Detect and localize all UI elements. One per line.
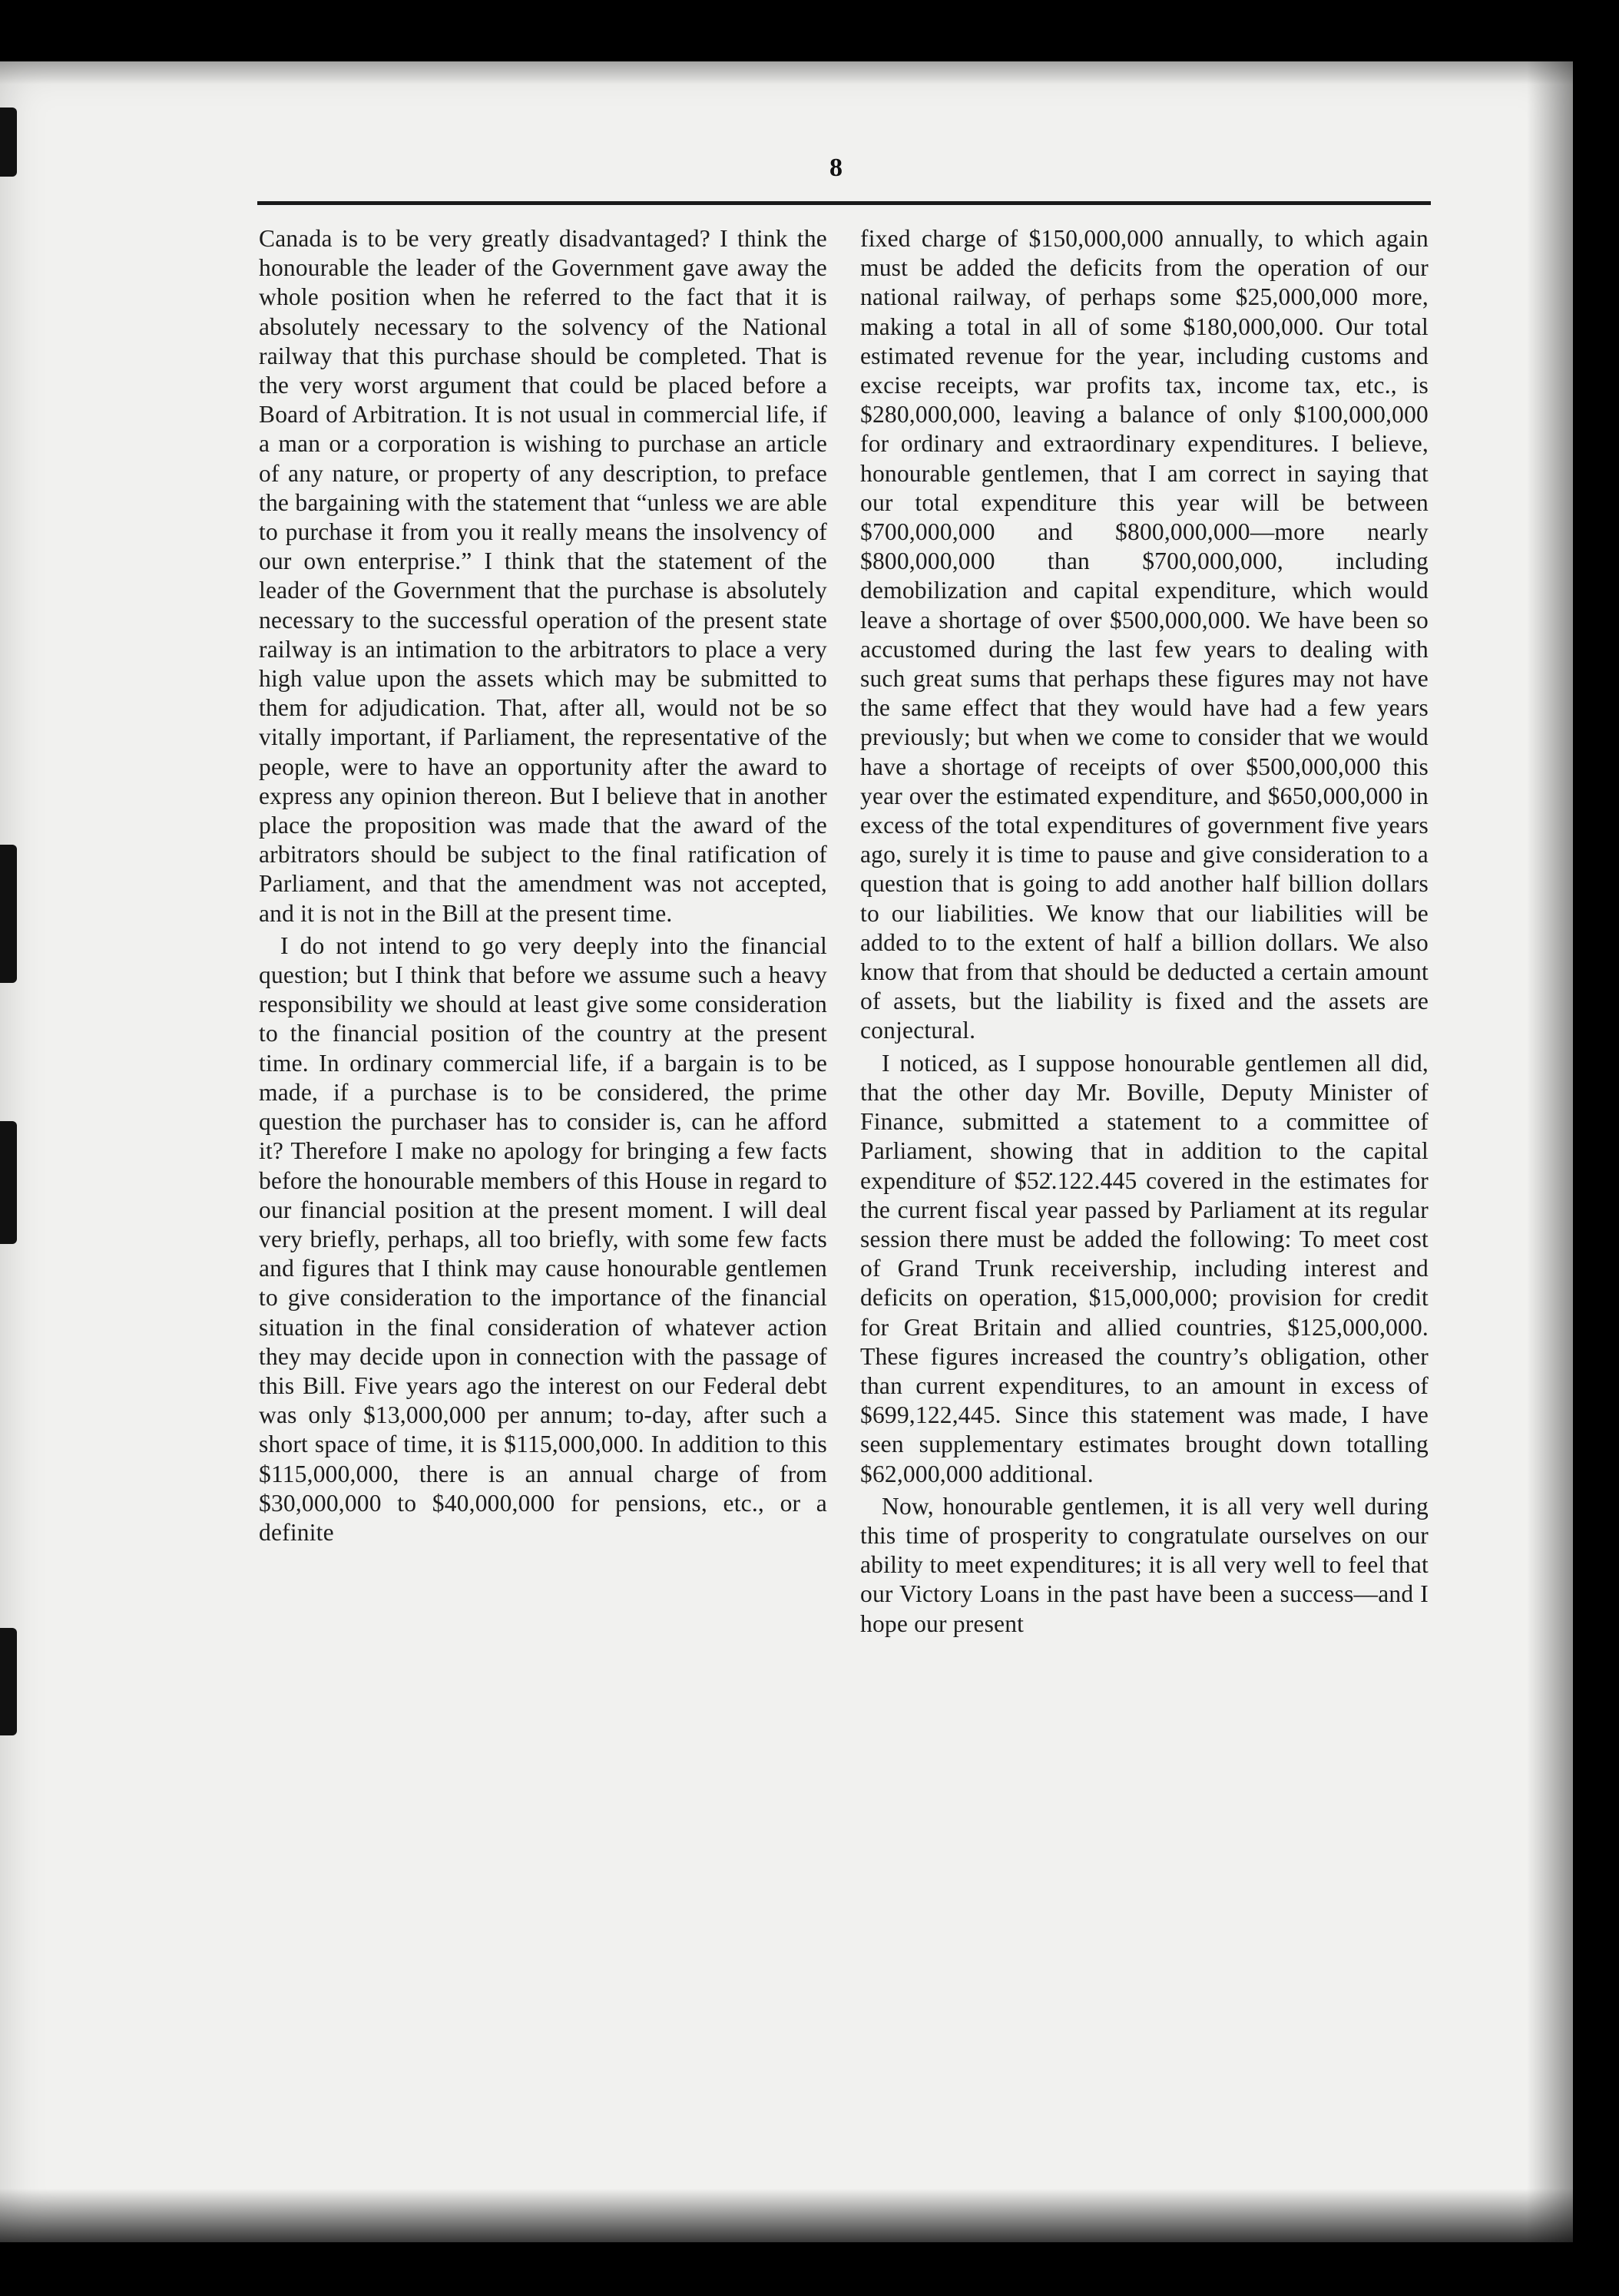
header-rule: [257, 201, 1431, 205]
paragraph: Canada is to be very greatly disadvantaged? I think the honourable the leader of the Government gave away the whole position when he referred to the fact that it is absolutely necessary to the solvency of the National railway that this purchase should be completed. That is the very worst argument that could be placed before a Board of Arbitration. It is not usual in commercial life, if a man or a corporation is wishing to purchase an article of any nature, or property of any description, to preface the bargaining with the statement that “unless we are able to purchase it from you it really means the insolvency of our own enterprise.” I think that the statement of the leader of the Government that the purchase is absolutely necessary to the successful operation of the present state railway is an intimation to the arbitrators to place a very high value upon the assets which may be submitted to them for adjudication. That, after all, would not be so vitally important, if Parliament, the representative of the people, were to have an opportunity after the award to express any opinion thereon. But I believe that in another place the proposition was made that the award of the arbitrators should be subject to the final ratification of Parliament, and that the amendment was not accepted, and it is not in the Bill at the present time.: [259, 225, 827, 927]
page-bottom-shading: [0, 2188, 1573, 2242]
page-number: 8: [829, 154, 843, 182]
left-column: [259, 224, 827, 1547]
paragraph: I noticed, as I suppose honourable gentlemen all did, that the other day Mr. Boville, Deputy Minister of Finance, submitted a statement to a committee of Parliament, showing that in addition to the capital expenditure of $52̇.122.445 covered in the estimates for the current fiscal year passed by Parliament at its regular session there must be added the following: To meet cost of Grand Trunk receivership, including interest and deficits on operation, $15,000,000; provision for credit for Great Britain and allied countries, $125,000,000. These figures increased the country’s obligation, other than current expenditures, to an amount in excess of $699,122,445. Since this statement was made, I have seen supplementary estimates brought down totalling $62,000,000 additional.: [860, 1049, 1429, 1487]
page-edge-shadow: [1527, 61, 1573, 2242]
binding-hole: [0, 1121, 17, 1244]
right-column: [860, 224, 1429, 1639]
binding-hole: [0, 845, 17, 983]
paragraph: Now, honourable gentlemen, it is all very well during this time of prosperity to congratulate ourselves on our ability to meet expenditures; it is all very well to feel that our Victory Loans in the past have been a success—and I hope our present: [860, 1492, 1429, 1637]
binding-holes: [0, 61, 31, 2242]
binding-hole: [0, 1628, 17, 1735]
binding-hole: [0, 108, 17, 177]
page-top-shading: [0, 61, 1573, 84]
paragraph: I do not intend to go very deeply into the financial question; but I think that before we assume such a heavy responsibility we should at least give some consideration to the financial position of the country at the present time. In ordinary commercial life, if a bargain is to be made, if a purchase is to be considered, the prime question the purchaser has to consider is, can he afford it? Therefore I make no apology for bringing a few facts before the honourable members of this House in regard to our financial position at the present moment. I will deal very briefly, perhaps, all too briefly, with some few facts and figures that I think may cause honourable gentlemen to give consideration to the importance of the financial situation in the final consideration of whatever action they may decide upon in connection with the passage of this Bill. Five years ago the interest on our Federal debt was only $13,000,000 per annum; to-day, after such a short space of time, it is $115,000,000. In addition to this $115,000,000, there is an annual charge of from $30,000,000 to $40,000,000 for pensions, etc., or a definite: [259, 931, 827, 1546]
paragraph: fixed charge of $150,000,000 annually, to which again must be added the deficits from the operation of our national railway, of perhaps some $25,000,000 more, making a total in all of some $180,000,000. Our total estimated revenue for the year, including customs and excise receipts, war profits tax, income tax, etc., is $280,000,000, leaving a balance of only $100,000,000 for ordinary and extraordinary expenditures. I believe, honourable gentlemen, that I am correct in saying that our total expenditure this year will be between $700,000,000 and $800,000,000—more nearly $800,000,000 than $700,000,000, including demobilization and capital expenditure, which would leave a shortage of over $500,000,000. We have been so accustomed during the last few years to dealing with such great sums that perhaps these figures may not have the same effect that they would have had a few years previously; but when we come to consider that we would have a shortage of receipts of over $500,000,000 this year over the estimated expenditure, and $650,000,000 in excess of the total expenditures of government five years ago, surely it is time to pause and give consideration to a question that is going to add another half billion dollars to our liabilities. We know that our liabilities will be added to to the extent of half a billion dollars. We also know that from that should be deducted a certain amount of assets, but the liability is fixed and the assets are conjectural.: [860, 225, 1429, 1044]
